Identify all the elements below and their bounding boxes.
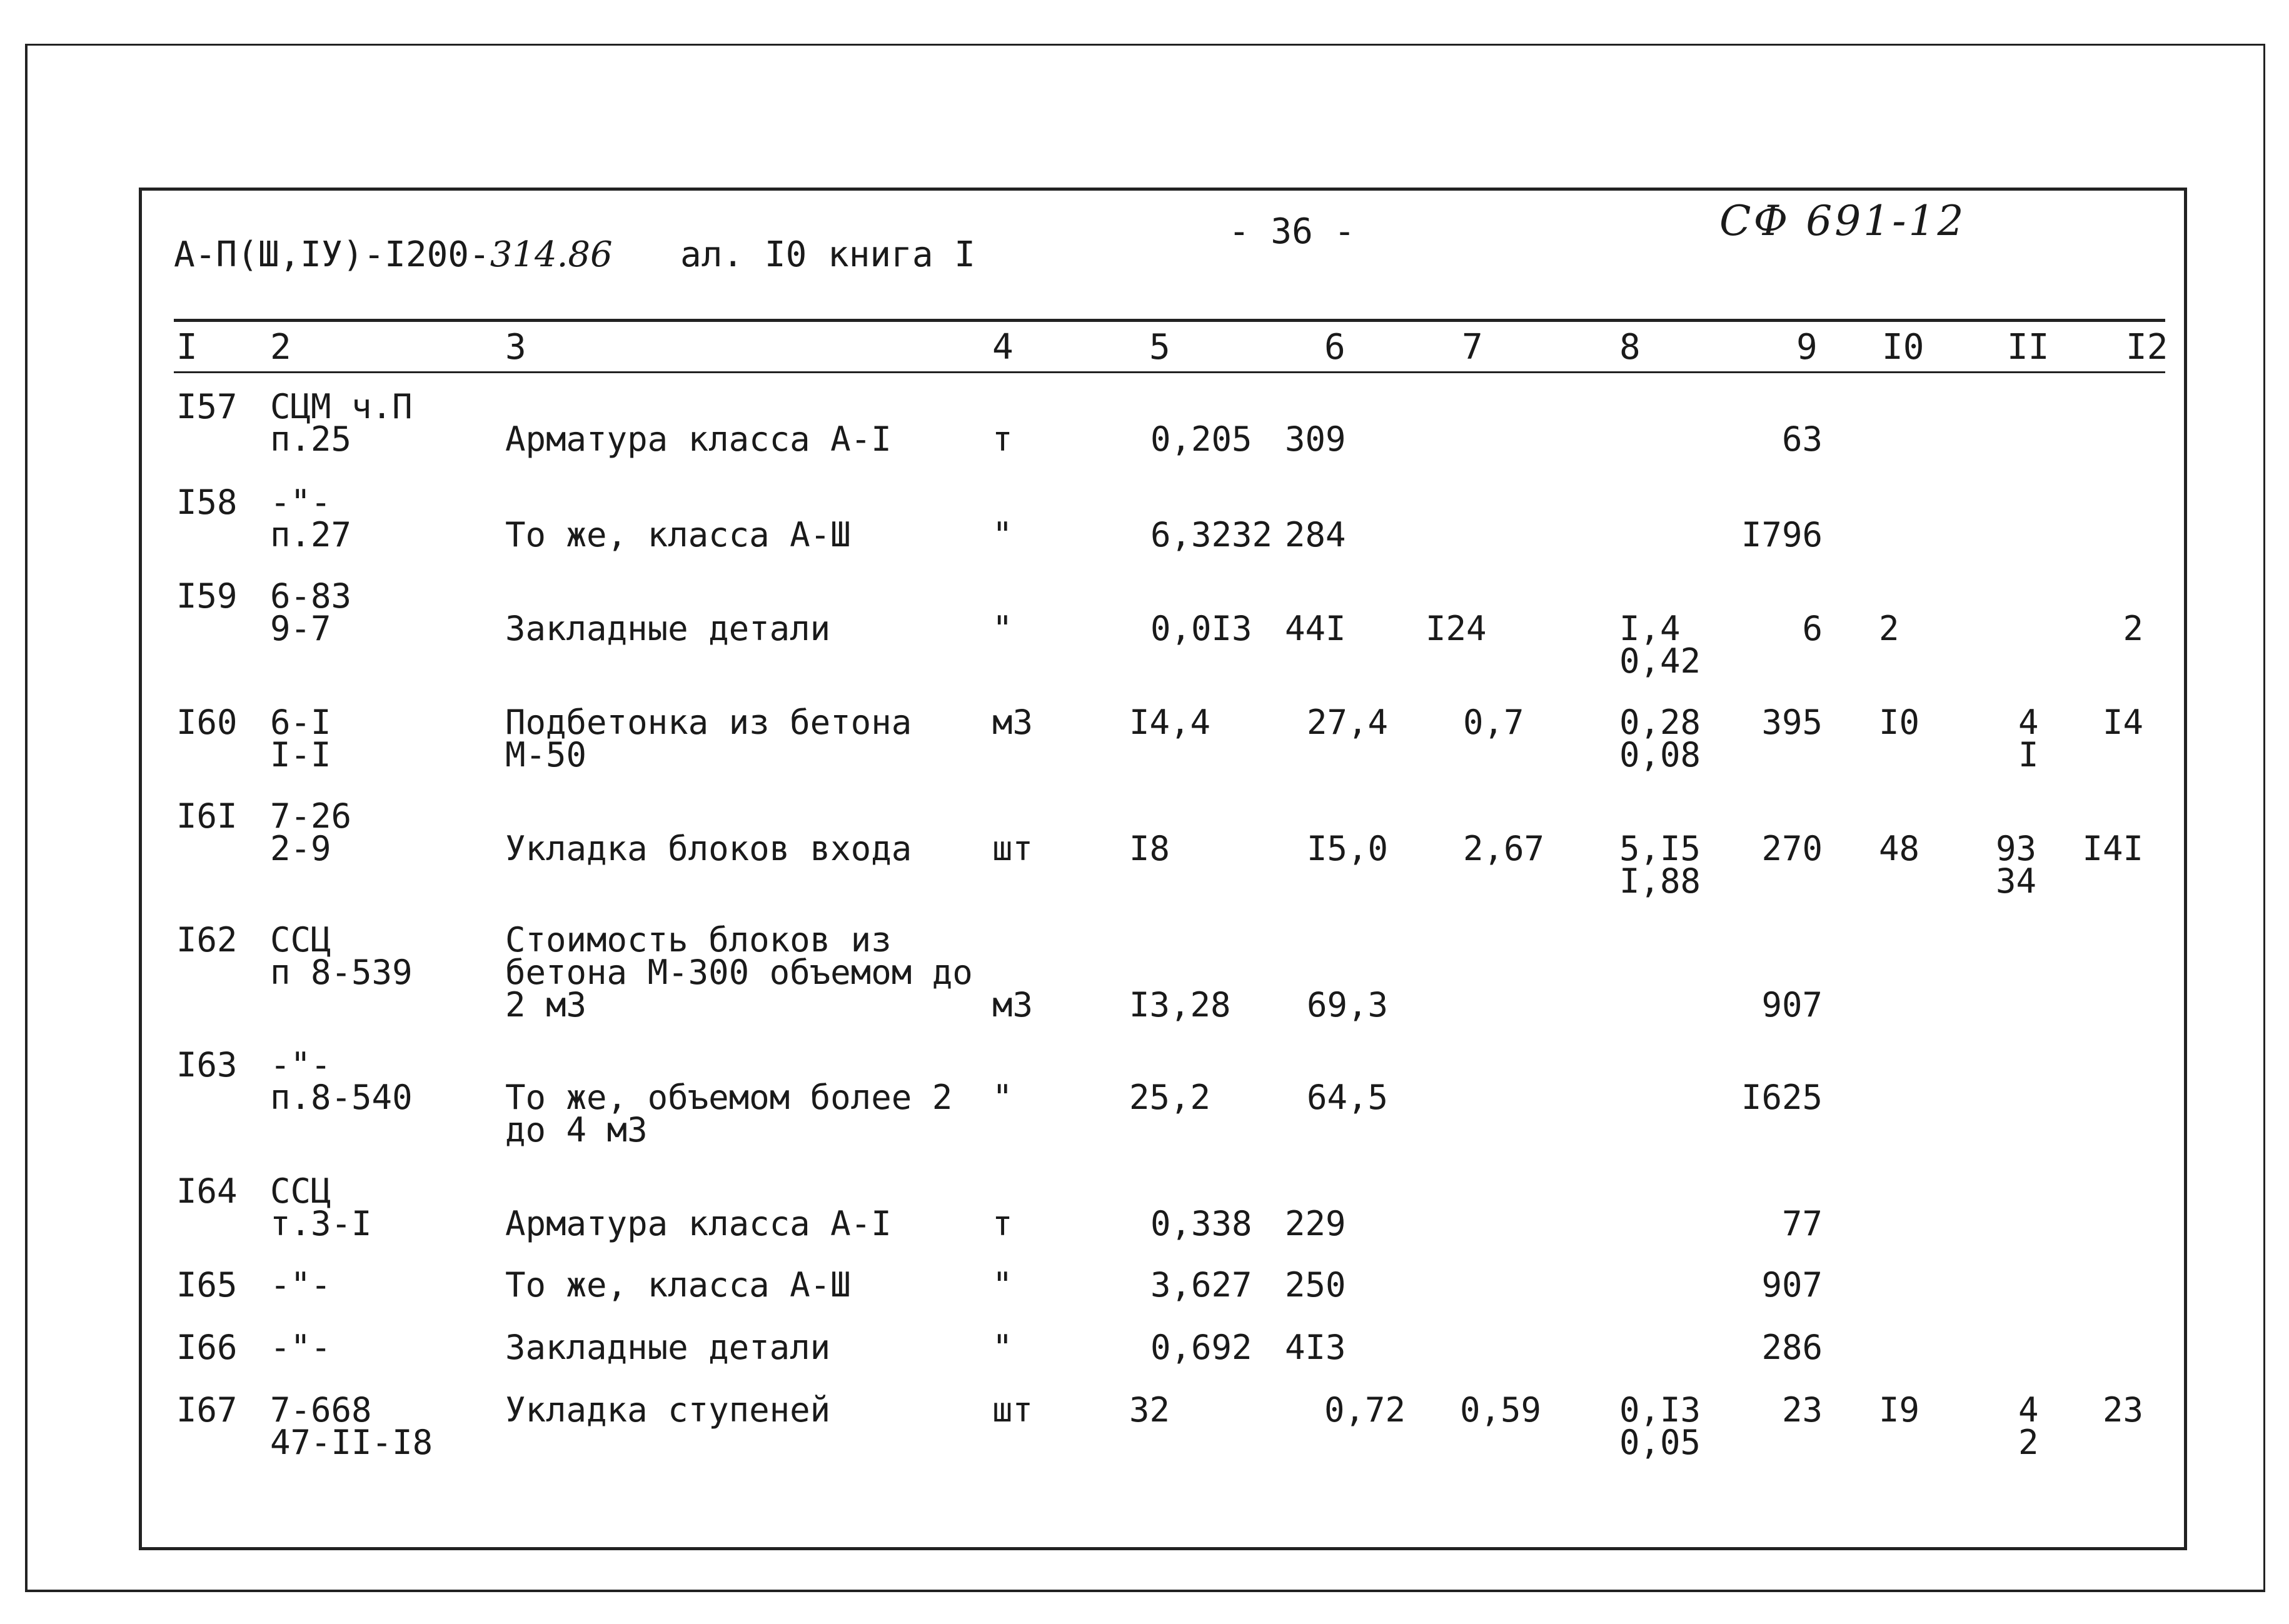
table-cell: I66 bbox=[176, 1328, 238, 1367]
table-cell: шт bbox=[992, 829, 1034, 868]
page-number: - 36 - bbox=[1229, 211, 1356, 252]
table-cell: I62 bbox=[176, 920, 238, 960]
table-cell: I796 bbox=[1741, 515, 1823, 554]
table-cell: I6I bbox=[176, 796, 238, 836]
table-cell: I67 bbox=[176, 1390, 238, 1430]
table-cell: I57 bbox=[176, 387, 238, 426]
table-cell: 48 bbox=[1879, 829, 1920, 868]
table-cell: 93 34 bbox=[1996, 829, 2037, 901]
table-cell: 395 bbox=[1761, 703, 1823, 742]
column-number: 4 bbox=[992, 327, 1014, 368]
table-cell: I24 bbox=[1426, 609, 1487, 648]
table-cell: 64,5 bbox=[1307, 1078, 1389, 1117]
table-cell: Закладные детали bbox=[505, 609, 831, 648]
table-cell: ССЦ п 8-539 bbox=[270, 920, 413, 992]
table-cell: 309 bbox=[1285, 419, 1346, 459]
table-cell: 4I3 bbox=[1285, 1328, 1346, 1367]
table-cell: I58 bbox=[176, 483, 238, 522]
table-cell: 7-668 47-II-I8 bbox=[270, 1390, 433, 1462]
table-cell: 0,72 bbox=[1324, 1390, 1406, 1430]
table-cell: 7-26 2-9 bbox=[270, 796, 352, 868]
table-cell: 270 bbox=[1761, 829, 1823, 868]
table-cell: 0,28 0,08 bbox=[1619, 703, 1701, 774]
table-cell: 0,7 bbox=[1463, 703, 1524, 742]
table-cell: 229 bbox=[1285, 1204, 1346, 1243]
column-number: 9 bbox=[1796, 327, 1818, 368]
column-number: II bbox=[2007, 327, 2050, 368]
table-cell: 25,2 bbox=[1129, 1078, 1211, 1117]
table-cell: 32 bbox=[1129, 1390, 1170, 1430]
column-number: I0 bbox=[1882, 327, 1924, 368]
table-cell: 907 bbox=[1761, 985, 1823, 1025]
table-cell: I0 bbox=[1879, 703, 1920, 742]
table-cell: 0,I3 0,05 bbox=[1619, 1390, 1701, 1462]
table-cell: т bbox=[992, 1204, 1013, 1243]
table-cell: 2 bbox=[2123, 609, 2143, 648]
table-cell: 2,67 bbox=[1463, 829, 1545, 868]
album-label: ал. I0 книга I bbox=[680, 234, 976, 275]
column-number: 2 bbox=[270, 327, 291, 368]
table-cell: 63 bbox=[1781, 419, 1823, 459]
table-cell: I,4 0,42 bbox=[1619, 609, 1701, 681]
table-cell: Арматура класса А-I bbox=[505, 419, 892, 459]
table-cell: 4 2 bbox=[2018, 1390, 2039, 1462]
table-cell: Подбетонка из бетона М-50 bbox=[505, 703, 912, 774]
table-cell: I65 bbox=[176, 1265, 238, 1305]
table-cell: I3,28 bbox=[1129, 985, 1231, 1025]
table-cell: 0,692 bbox=[1150, 1328, 1252, 1367]
table-cell: I4,4 bbox=[1129, 703, 1211, 742]
header-rule-bottom bbox=[174, 371, 2165, 373]
table-cell: Закладные детали bbox=[505, 1328, 831, 1367]
table-cell: I9 bbox=[1879, 1390, 1920, 1430]
table-cell: I4I bbox=[2082, 829, 2143, 868]
table-cell: I5,0 bbox=[1307, 829, 1389, 868]
table-cell: шт bbox=[992, 1390, 1034, 1430]
table-cell: 44I bbox=[1285, 609, 1346, 648]
table-cell: СЦМ ч.П п.25 bbox=[270, 387, 413, 459]
table-cell: I625 bbox=[1741, 1078, 1823, 1117]
table-cell: " bbox=[992, 1265, 1013, 1305]
table-cell: Укладка ступеней bbox=[505, 1390, 831, 1430]
table-cell: 907 bbox=[1761, 1265, 1823, 1305]
table-cell: 6,3232 bbox=[1150, 515, 1273, 554]
table-cell: 0,0I3 bbox=[1150, 609, 1252, 648]
table-cell: м3 bbox=[992, 985, 1034, 1025]
table-cell: 286 bbox=[1761, 1328, 1823, 1367]
table-cell: I64 bbox=[176, 1171, 238, 1211]
table-cell: -"- bbox=[270, 1328, 331, 1367]
table-cell: -"- п.8-540 bbox=[270, 1045, 413, 1117]
document-code-handwritten: 314.86 bbox=[490, 234, 613, 275]
table-cell: т bbox=[992, 419, 1013, 459]
table-cell: -"- п.27 bbox=[270, 483, 352, 554]
table-cell: 0,338 bbox=[1150, 1204, 1252, 1243]
column-number: I bbox=[176, 327, 198, 368]
table-cell: 23 bbox=[1781, 1390, 1823, 1430]
column-number: 5 bbox=[1149, 327, 1170, 368]
archive-stamp: СФ 691-12 bbox=[1719, 197, 1966, 245]
table-cell: 4 I bbox=[2018, 703, 2039, 774]
table-cell: Стоимость блоков из бетона М-300 объемом до 2 м3 bbox=[505, 920, 973, 1025]
table-cell: I8 bbox=[1129, 829, 1170, 868]
column-number: 6 bbox=[1324, 327, 1346, 368]
table-cell: 69,3 bbox=[1307, 985, 1389, 1025]
table-cell: 6-I I-I bbox=[270, 703, 331, 774]
table-cell: " bbox=[992, 1078, 1013, 1117]
table-cell: 0,59 bbox=[1460, 1390, 1542, 1430]
table-cell: I59 bbox=[176, 576, 238, 616]
table-cell: 284 bbox=[1285, 515, 1346, 554]
table-cell: 27,4 bbox=[1307, 703, 1389, 742]
table-cell: 77 bbox=[1781, 1204, 1823, 1243]
header-rule-top bbox=[174, 319, 2165, 322]
table-cell: Укладка блоков входа bbox=[505, 829, 912, 868]
table-cell: 250 bbox=[1285, 1265, 1346, 1305]
table-cell: Арматура класса А-I bbox=[505, 1204, 892, 1243]
document-code-prefix: А-П(Ш,IУ)-I200- bbox=[174, 234, 490, 275]
table-cell: " bbox=[992, 609, 1013, 648]
table-cell: I63 bbox=[176, 1045, 238, 1085]
table-cell: ССЦ т.3-I bbox=[270, 1171, 372, 1243]
table-cell: 3,627 bbox=[1150, 1265, 1252, 1305]
document-code bbox=[174, 234, 613, 275]
table-cell: 6-83 9-7 bbox=[270, 576, 352, 648]
table-cell: " bbox=[992, 515, 1013, 554]
column-number: I2 bbox=[2126, 327, 2168, 368]
table-cell: 0,205 bbox=[1150, 419, 1252, 459]
table-cell: 23 bbox=[2102, 1390, 2143, 1430]
table-cell: 2 bbox=[1879, 609, 1899, 648]
table-cell: I4 bbox=[2102, 703, 2143, 742]
column-number: 3 bbox=[505, 327, 526, 368]
table-cell: -"- bbox=[270, 1265, 331, 1305]
column-number: 7 bbox=[1462, 327, 1483, 368]
column-number: 8 bbox=[1619, 327, 1641, 368]
table-cell: 5,I5 I,88 bbox=[1619, 829, 1701, 901]
table-cell: м3 bbox=[992, 703, 1034, 742]
table-cell: То же, класса А-Ш bbox=[505, 515, 851, 554]
table-cell: То же, класса А-Ш bbox=[505, 1265, 851, 1305]
table-cell: " bbox=[992, 1328, 1013, 1367]
table-cell: То же, объемом более 2 до 4 м3 bbox=[505, 1078, 953, 1150]
table-cell: I60 bbox=[176, 703, 238, 742]
table-cell: 6 bbox=[1802, 609, 1823, 648]
